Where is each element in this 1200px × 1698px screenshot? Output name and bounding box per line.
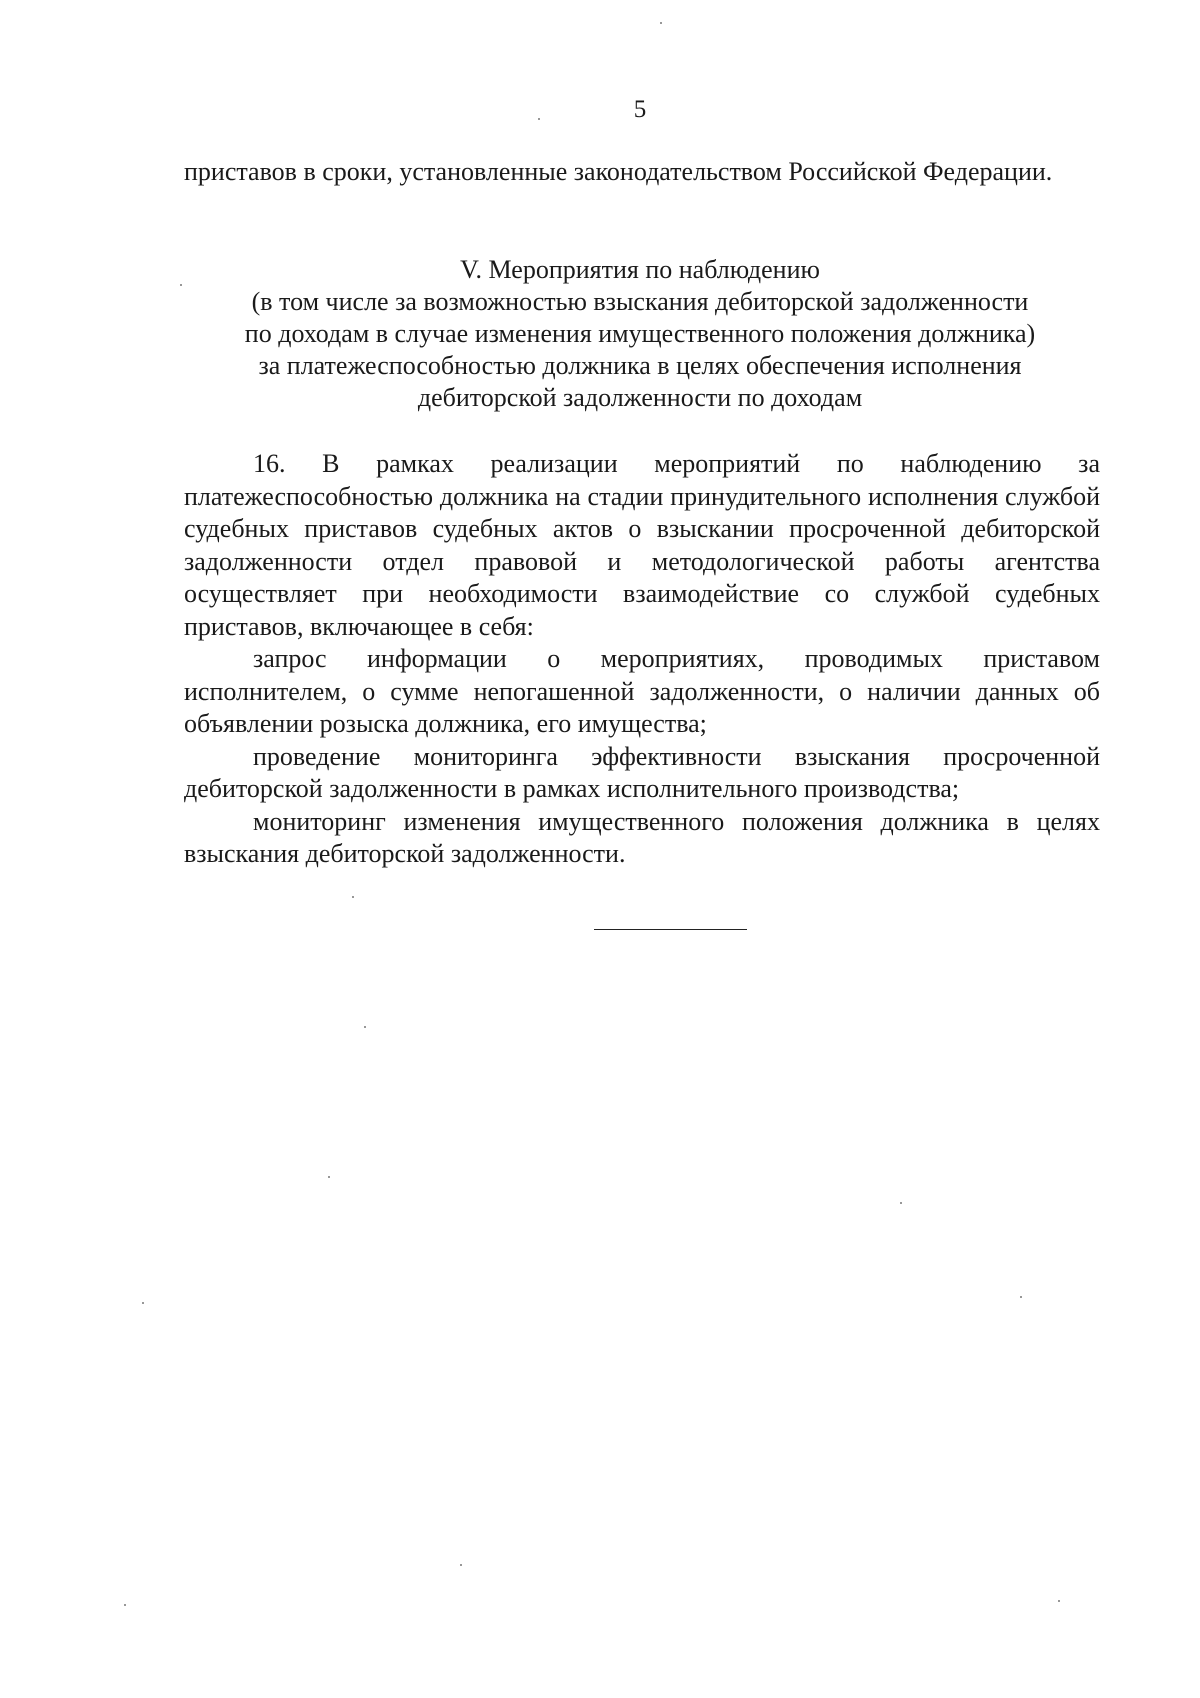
- list-item: мониторинг изменения имущественного положения должника в целях взыскания дебиторской задолженности.: [184, 806, 1100, 868]
- list-item: проведение мониторинга эффективности взыскания просроченной дебиторской задолженности в рамках исполнительного производства;: [184, 741, 1100, 803]
- scan-speck: [538, 118, 540, 120]
- scan-speck: [328, 1176, 330, 1178]
- clause-16: [184, 448, 1100, 871]
- section-heading-line: по доходам в случае изменения имущественного положения должника): [244, 319, 1036, 348]
- page-number: 5: [633, 96, 647, 123]
- scan-speck: [660, 22, 662, 24]
- end-rule: [594, 929, 747, 930]
- scan-speck: [352, 896, 354, 898]
- section-heading-line: V. Мероприятия по наблюдению: [460, 255, 820, 284]
- continuation-paragraph: приставов в сроки, установленные законодательством Российской Федерации.: [184, 157, 1053, 186]
- scan-speck: [124, 1604, 126, 1606]
- scan-speck: [364, 1026, 366, 1028]
- scan-speck: [1020, 1296, 1022, 1298]
- scan-speck: [1058, 1600, 1060, 1602]
- section-heading-line: за платежеспособностью должника в целях обеспечения исполнения: [258, 351, 1022, 380]
- clause-16-paragraph: [184, 448, 1100, 643]
- scan-speck: [460, 1564, 462, 1566]
- scan-speck: [142, 1302, 144, 1304]
- section-heading-line: дебиторской задолженности по доходам: [417, 383, 863, 412]
- clause-text: В рамках реализации мероприятий по наблюдению за платежеспособностью должника на стадии принудительного исполнения службой судебных приставов судебных актов о взыскании просроченной дебиторской задолженности отдел правовой и методологической работы агентства осуществляет при необходимости взаимодействие со службой судебных приставов, включающее в себя:: [184, 449, 1100, 641]
- clause-number: 16.: [253, 449, 286, 478]
- section-heading: [0, 254, 1200, 414]
- list-item: запрос информации о мероприятиях, проводимых приставом исполнителем, о сумме непогашенной задолженности, о наличии данных об объявлении розыска должника, его имущества;: [184, 644, 1100, 738]
- scan-speck: [900, 1202, 902, 1204]
- scan-speck: [180, 284, 182, 286]
- section-heading-line: (в том числе за возможностью взыскания дебиторской задолженности: [251, 287, 1029, 316]
